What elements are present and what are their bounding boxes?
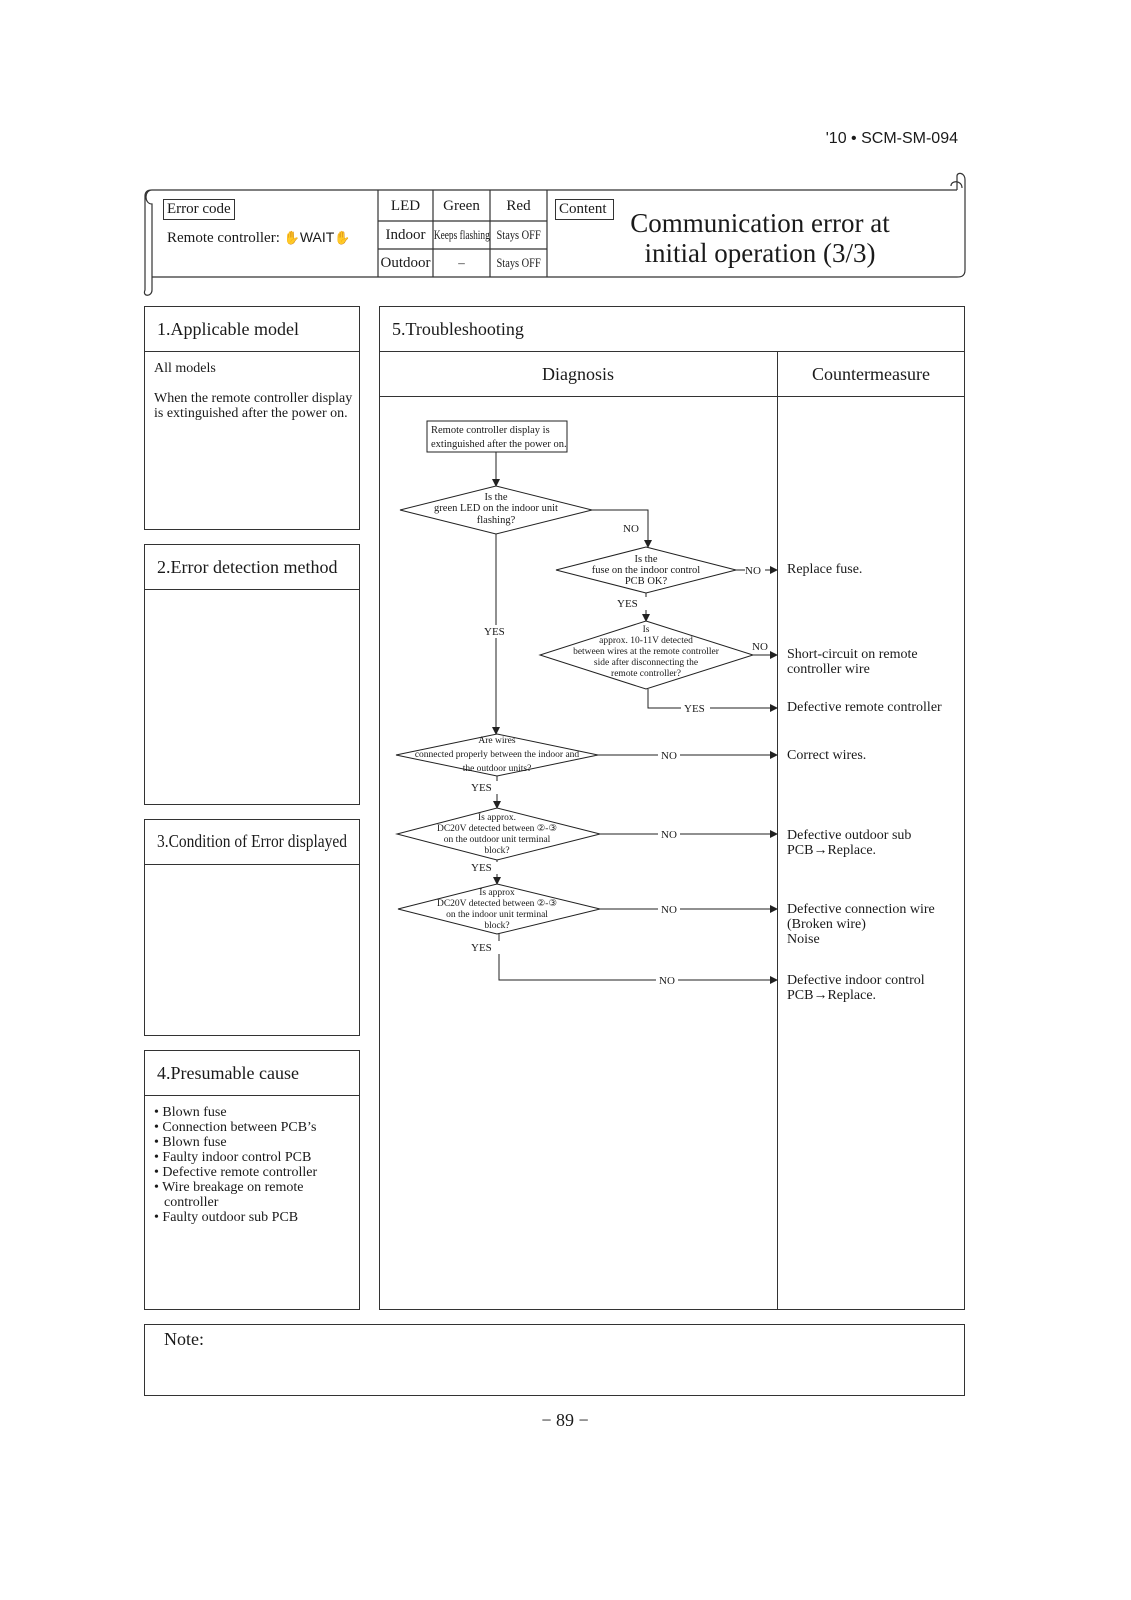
cause-item: • Blown fuse <box>154 1105 227 1120</box>
content-label: Content <box>559 201 607 217</box>
yes-label: YES <box>471 942 492 954</box>
countermeasure-indoor-control-pcb: Defective indoor control PCB→Replace. <box>787 973 925 1003</box>
condition-title-text: 3.Condition of Error displayed <box>157 831 348 851</box>
cause-item: • Faulty indoor control PCB <box>154 1150 312 1165</box>
no-label: NO <box>661 904 677 916</box>
cause-item: • Wire breakage on remote controller <box>154 1180 304 1210</box>
led-header: LED <box>390 197 421 214</box>
d3-text: remote controller? <box>611 669 681 679</box>
applicable-model-all: All models <box>154 361 216 376</box>
d2-text: Is the <box>634 554 658 565</box>
outdoor-label: Outdoor <box>380 254 431 271</box>
countermeasure-short-circuit: Short-circuit on remote controller wire <box>787 647 918 677</box>
remote-controller-code: WAIT <box>299 229 335 245</box>
outdoor-red-value: Stays OFF <box>496 255 541 270</box>
yes-label: YES <box>471 862 492 874</box>
note-box <box>144 1324 965 1396</box>
d3-text: approx. 10-11V detected <box>599 636 693 646</box>
error-title-line1: Communication error at <box>630 208 890 238</box>
countermeasure-outdoor-sub-pcb: Defective outdoor sub PCB→Replace. <box>787 828 912 858</box>
no-label: NO <box>661 829 677 841</box>
cause-item: • Faulty outdoor sub PCB <box>154 1210 299 1225</box>
countermeasure-replace-fuse: Replace fuse. <box>787 562 863 577</box>
d5-text: on the outdoor unit terminal <box>443 835 551 845</box>
indoor-green-value: Keeps flashing <box>433 227 490 242</box>
d1-text: green LED on the indoor unit <box>434 503 558 514</box>
d3-text: side after disconnecting the <box>593 658 699 668</box>
red-header: Red <box>506 197 531 214</box>
no-label: NO <box>752 641 768 653</box>
countermeasure-defective-remote: Defective remote controller <box>787 700 942 715</box>
cause-item: • Blown fuse <box>154 1135 227 1150</box>
d6-text: DC20V detected between ②-③ <box>436 899 558 909</box>
green-header: Green <box>443 197 480 214</box>
outdoor-green-status: – <box>458 255 465 270</box>
d4-text: connected properly between the indoor and <box>414 750 580 760</box>
d5-text: Is approx. <box>478 813 516 823</box>
yes-label: YES <box>684 703 705 715</box>
no-label: NO <box>659 975 675 987</box>
note-label: Note: <box>164 1329 204 1349</box>
indoor-label: Indoor <box>385 226 426 243</box>
d2-text: fuse on the indoor control <box>591 565 701 576</box>
applicable-model-description: When the remote controller display is extinguished after the power on. <box>154 391 353 421</box>
cause-item: • Connection between PCB’s <box>154 1120 317 1135</box>
no-label: NO <box>623 523 639 535</box>
d1-text: flashing? <box>476 515 516 526</box>
d4-text: the outdoor units? <box>462 764 532 774</box>
page-number: − 89 − <box>541 1410 589 1430</box>
start-text: Remote controller display is <box>431 425 550 436</box>
indoor-red-value: Stays OFF <box>496 227 541 242</box>
cause-item: • Defective remote controller <box>154 1165 318 1180</box>
yes-label: YES <box>484 626 505 638</box>
error-detection-title: 2.Error detection method <box>157 557 338 577</box>
countermeasure-header: Countermeasure <box>812 363 930 384</box>
start-text: extinguished after the power on. <box>431 439 567 450</box>
hand-icon: ✋ <box>334 230 351 245</box>
error-title-line2: initial operation (3/3) <box>644 238 876 268</box>
d3-text: Is <box>642 625 650 635</box>
d5-text: block? <box>484 846 510 856</box>
applicable-model-title: 1.Applicable model <box>157 319 299 339</box>
no-label: NO <box>661 750 677 762</box>
d5-text: DC20V detected between ②-③ <box>436 824 558 834</box>
d6-text: Is approx <box>479 888 515 898</box>
d3-text: between wires at the remote controller <box>573 647 719 657</box>
countermeasure-connection-wire: Defective connection wire (Broken wire) Noise <box>787 902 935 947</box>
troubleshooting-title: 5.Troubleshooting <box>392 319 524 339</box>
yes-label: YES <box>617 598 638 610</box>
error-code-label: Error code <box>167 201 231 217</box>
document-id: '10 • SCM-SM-094 <box>825 130 958 147</box>
diagnosis-header: Diagnosis <box>542 363 614 384</box>
remote-controller-label: Remote controller: <box>167 230 280 246</box>
presumable-cause-title: 4.Presumable cause <box>157 1063 299 1083</box>
d1-text: Is the <box>484 492 508 503</box>
d2-text: PCB OK? <box>624 576 668 587</box>
d4-text: Are wires <box>478 736 516 746</box>
d6-text: on the indoor unit terminal <box>446 910 548 920</box>
hand-icon: ✋ <box>283 230 300 245</box>
countermeasure-correct-wires: Correct wires. <box>787 748 867 763</box>
no-label: NO <box>745 565 761 577</box>
presumable-cause-list <box>154 1105 349 1225</box>
d6-text: block? <box>484 921 510 931</box>
yes-label: YES <box>471 782 492 794</box>
